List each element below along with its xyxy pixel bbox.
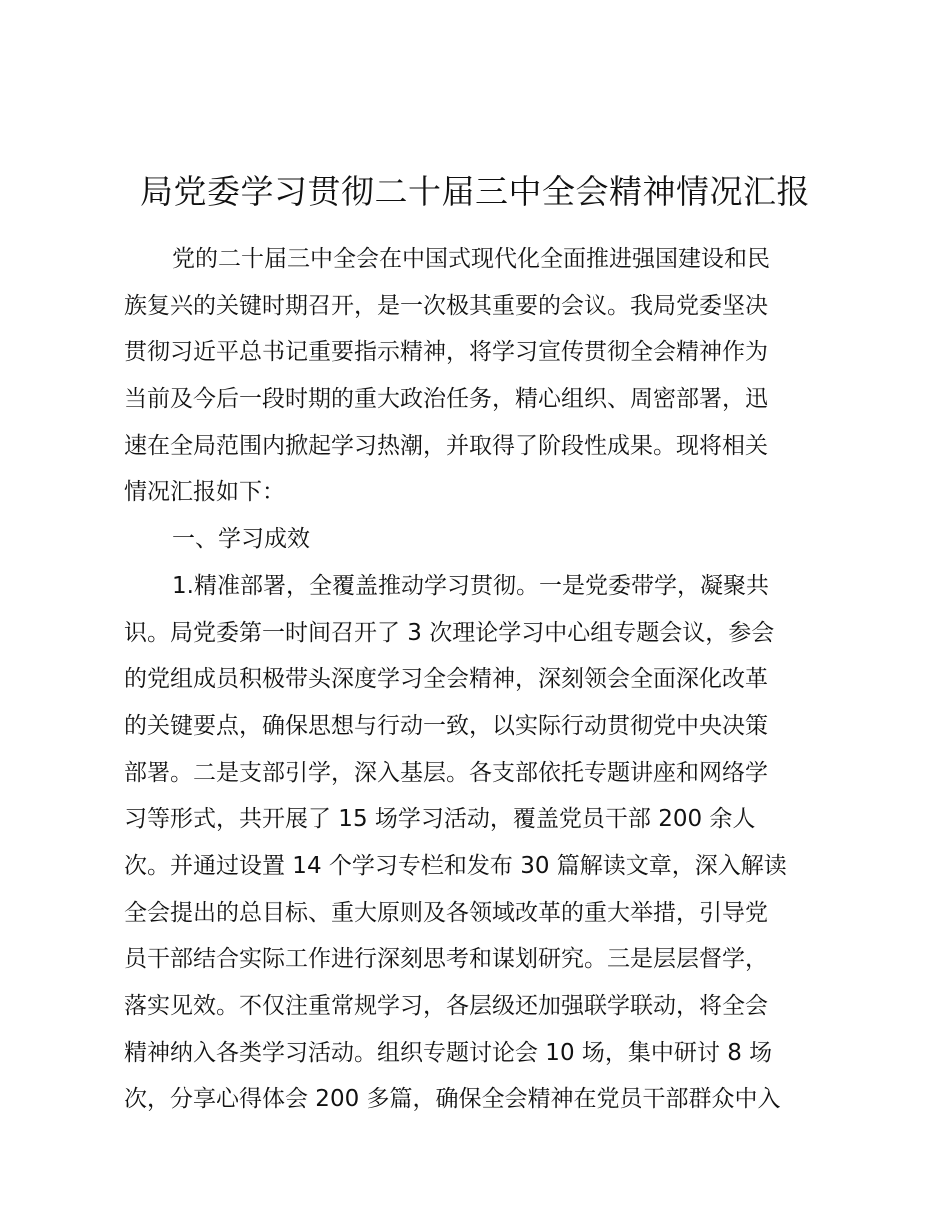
section-heading: 一、学习成效 (172, 526, 310, 553)
body-line: 识。局党委第一时间召开了 3 次理论学习中心组专题会议，参会 (124, 619, 775, 646)
body-line: 贯彻习近平总书记重要指示精神，将学习宣传贯彻全会精神作为 (124, 339, 768, 366)
body-line: 落实见效。不仅注重常规学习，各层级还加强联学联动，将全会 (124, 993, 768, 1019)
body-line: 员干部结合实际工作进行深刻思考和谋划研究。三是层层督学， (124, 946, 768, 973)
body-line: 次。并通过设置 14 个学习专栏和发布 30 篇解读文章，深入解读 (124, 852, 787, 879)
body-line: 精神纳入各类学习活动。组织专题讨论会 10 场，集中研讨 8 场 (124, 1039, 773, 1066)
body-line: 党的二十届三中全会在中国式现代化全面推进强国建设和民 (172, 246, 770, 272)
body-line: 速在全局范围内掀起学习热潮，并取得了阶段性成果。现将相关 (124, 432, 768, 459)
body-line: 习等形式，共开展了 15 场学习活动，覆盖党员干部 200 余人 (124, 806, 756, 833)
body-line: 全会提出的总目标、重大原则及各领域改革的重大举措，引导党 (124, 899, 768, 926)
body-line: 当前及今后一段时期的重大政治任务，精心组织、周密部署，迅 (124, 386, 768, 413)
body-line: 族复兴的关键时期召开，是一次极其重要的会议。我局党委坚决 (124, 292, 768, 319)
body-line: 次，分享心得体会 200 多篇，确保全会精神在党员干部群众中入 (124, 1086, 781, 1113)
body-line: 的党组成员积极带头深度学习全会精神，深刻领会全面深化改革 (124, 666, 768, 693)
body-line: 部署。二是支部引学，深入基层。各支部依托专题讲座和网络学 (124, 759, 768, 786)
document-title: 局党委学习贯彻二十届三中全会精神情况汇报 (140, 172, 810, 211)
body-line: 1.精准部署，全覆盖推动学习贯彻。一是党委带学，凝聚共 (172, 572, 769, 599)
body-line: 的关键要点，确保思想与行动一致，以实际行动贯彻党中央决策 (124, 712, 768, 739)
body-line: 情况汇报如下： (124, 479, 285, 506)
document-body (124, 236, 828, 1123)
